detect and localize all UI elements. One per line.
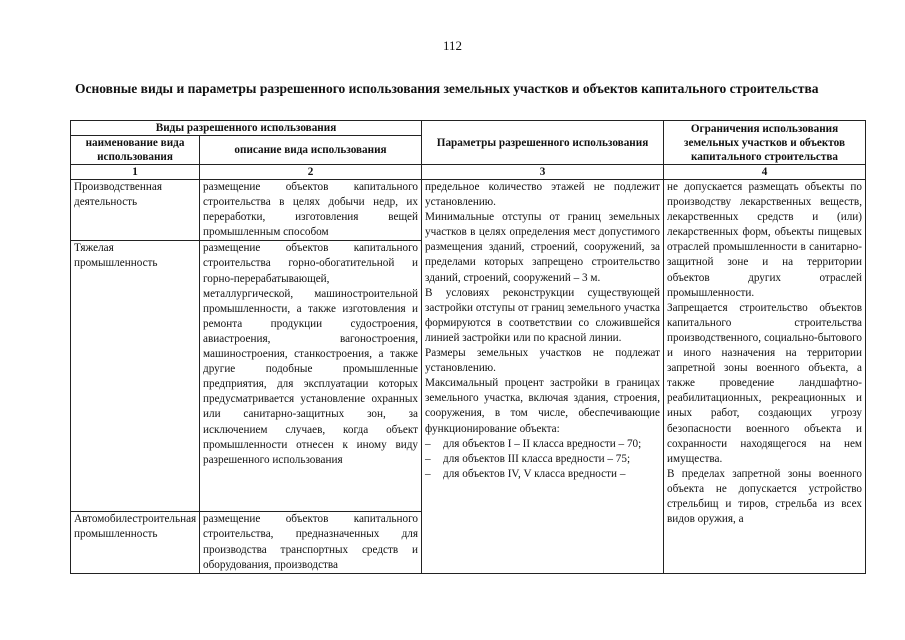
- column-number: 1: [71, 165, 200, 180]
- list-item: [425, 467, 660, 482]
- list-item-text: для объектов I – II класса вредности – 70;: [443, 437, 642, 450]
- land-use-table: [70, 120, 866, 574]
- dash-bullet: –: [425, 452, 431, 465]
- document-title: Основные виды и параметры разрешенного использования земельных участков и объектов капитального строительства: [75, 81, 819, 96]
- header-type-name: наименование вида использования: [71, 136, 200, 165]
- row-name: Производственная деятельность: [71, 180, 200, 241]
- header-parameters: Параметры разрешенного использования: [422, 121, 664, 165]
- row-description: [200, 241, 422, 512]
- header-restrictions: Ограничения использования земельных участков и объектов капитального строительства: [664, 121, 866, 165]
- hazard-class-list: [425, 437, 660, 482]
- parameters-cell: [422, 180, 664, 574]
- list-item: [425, 452, 660, 467]
- row-description-text: размещение объектов капитального строительства в целях добычи недр, их переработки, изготовления вещей промышленным способом: [203, 181, 419, 239]
- restrictions-cell: [664, 180, 866, 574]
- column-number: 3: [422, 165, 664, 180]
- row-name: Тяжелая промышленность: [71, 241, 200, 512]
- row-description-text: размещение объектов капитального строительства, предназначенных для производства транспортных средств и оборудования, производства: [203, 513, 419, 571]
- list-item-text: для объектов IV, V класса вредности –: [443, 467, 626, 480]
- restriction-paragraph: В пределах запретной зоны военного объекта не допускается устройство стрельбищ и тиров, стрельба из всех видов оружия, а: [667, 467, 863, 526]
- list-item-text: для объектов III класса вредности – 75;: [443, 452, 631, 465]
- restriction-paragraph: Запрещается строительство объектов капитального строительства производственного, социально-бытового и иного назначения на территории запретной зоны военного объекта, а также проведение ландшафтно-реабилитационных, рекреационных и иных работ, создающих угрозу безопасности военного объекта и сохранности находящегося на нем имущества.: [667, 301, 863, 465]
- row-description: [200, 512, 422, 573]
- parameter-paragraph: Минимальные отступы от границ земельных участков в целях определения мест допустимого размещения зданий, строений, сооружений, за пределами которых запрещено строительство зданий, строений, сооружений – 3 м.: [425, 211, 661, 284]
- parameter-paragraph: Размеры земельных участков не подлежат установлению.: [425, 347, 661, 375]
- parameter-paragraph: предельное количество этажей не подлежит установлению.: [425, 181, 661, 209]
- header-group-types: Виды разрешенного использования: [71, 121, 422, 136]
- page-number: 112: [442, 38, 463, 53]
- row-description: [200, 180, 422, 241]
- row-description-text: размещение объектов капитального строительства горно-обогатительной и горно-перерабатывающей, металлургической, машиностроительной промышленности, а также изготовления и ремонта продукции судостроения, авиастроения, вагоностроения, машиностроения, станкостроения, а также другие подобные промышленные предприятия, для эксплуатации которых предусматривается установление охранных или санитарно-защитных зон, за исключением случаев, когда объект промышленности отнесен к иному виду разрешенного использования: [203, 242, 419, 466]
- row-name: Автомобилестроительная промышленность: [71, 512, 200, 573]
- parameter-paragraph: В условиях реконструкции существующей застройки отступы от границ земельного участка формируются в соответствии со сложившейся линией застройки или по красной линии.: [425, 286, 661, 344]
- column-number: 4: [664, 165, 866, 180]
- list-item: [425, 437, 660, 452]
- dash-bullet: –: [425, 437, 431, 450]
- column-number: 2: [200, 165, 422, 180]
- header-row-1: [71, 121, 866, 136]
- restriction-paragraph: не допускается размещать объекты по производству лекарственных веществ, лекарственных средств и (или) лекарственных форм, объекты пищевых отраслей промышленности в санитарно-защитной зоне и на территории объектов других отраслей промышленности.: [667, 181, 863, 299]
- header-type-description: описание вида использования: [200, 136, 422, 165]
- dash-bullet: –: [425, 467, 431, 480]
- column-number-row: [71, 165, 866, 180]
- parameter-paragraph: Максимальный процент застройки в границах земельного участка, включая здания, строения, сооружения, в том числе, обеспечивающие функционирование объекта:: [425, 377, 661, 435]
- table-row: [71, 180, 866, 241]
